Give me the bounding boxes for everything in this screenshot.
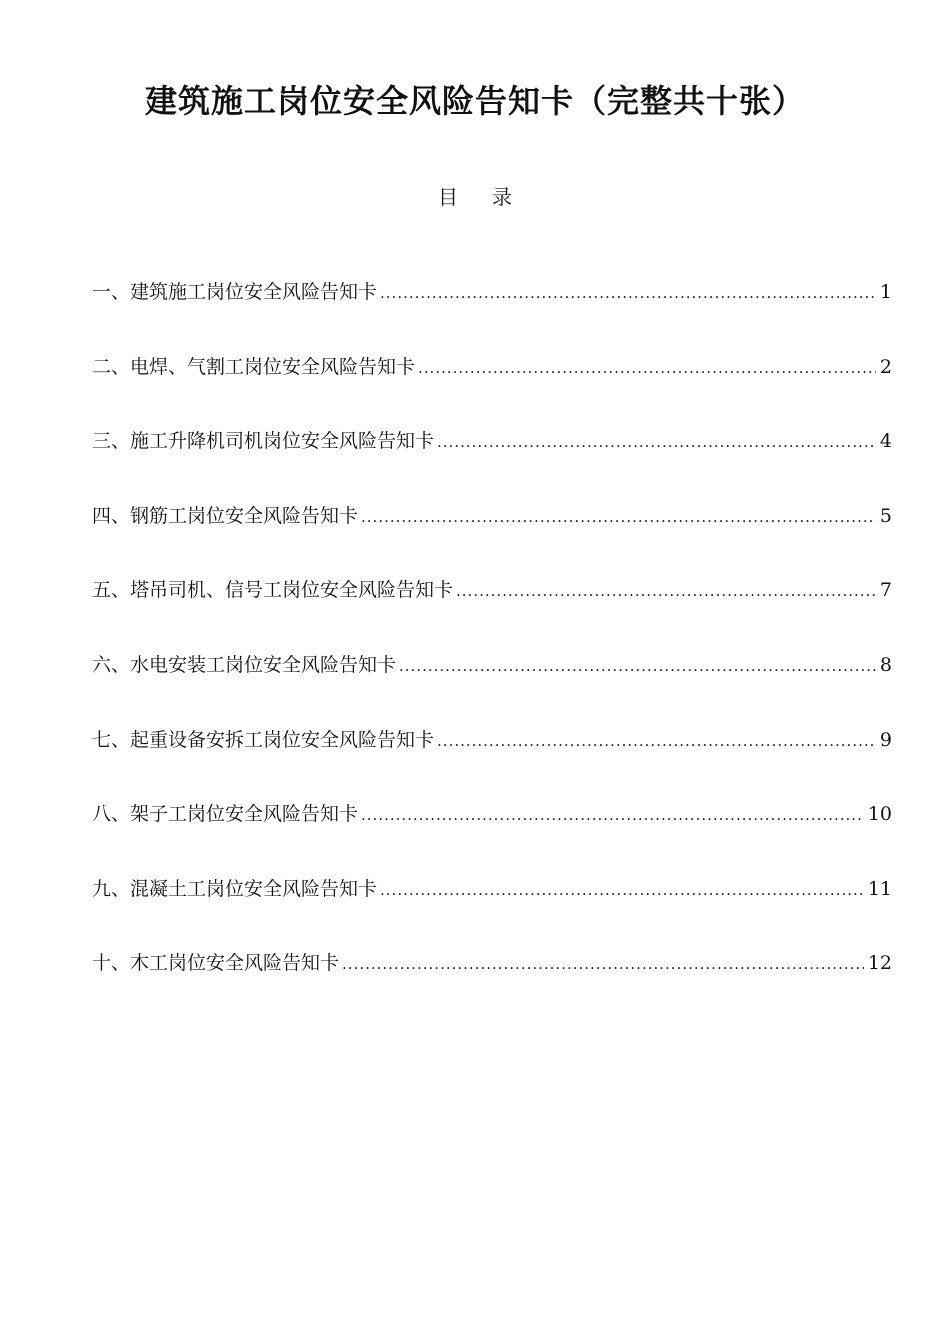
table-of-contents	[92, 278, 892, 1024]
toc-dot-leader	[380, 876, 864, 904]
toc-dot-leader	[437, 428, 876, 456]
toc-entry-label: 七、起重设备安拆工岗位安全风险告知卡	[92, 728, 435, 751]
toc-dot-leader	[437, 727, 876, 755]
toc-dot-leader	[361, 801, 864, 829]
toc-entry[interactable]	[92, 278, 892, 353]
toc-entry[interactable]	[92, 875, 892, 950]
toc-entry-label: 五、塔吊司机、信号工岗位安全风险告知卡	[92, 579, 454, 602]
toc-entry-label: 四、钢筋工岗位安全风险告知卡	[92, 504, 359, 527]
toc-entry-page: 5	[879, 504, 892, 527]
toc-entry-page: 4	[879, 430, 892, 453]
toc-entry[interactable]	[92, 949, 892, 1024]
toc-entry[interactable]	[92, 427, 892, 502]
toc-dot-leader	[380, 279, 876, 307]
toc-entry-label: 三、施工升降机司机岗位安全风险告知卡	[92, 430, 435, 453]
toc-entry-page: 12	[867, 952, 892, 975]
toc-heading: 目录	[438, 185, 546, 209]
toc-entry[interactable]	[92, 353, 892, 428]
toc-entry-page: 1	[879, 281, 892, 303]
toc-entry-label: 八、架子工岗位安全风险告知卡	[92, 803, 359, 826]
toc-dot-leader	[342, 950, 864, 978]
toc-entry-page: 8	[879, 653, 892, 676]
toc-entry-page: 2	[879, 355, 892, 378]
toc-entry-label: 九、混凝土工岗位安全风险告知卡	[92, 877, 378, 900]
toc-dot-leader	[418, 354, 876, 382]
toc-entry[interactable]	[92, 800, 892, 875]
toc-dot-leader	[399, 652, 876, 680]
toc-entry-label: 六、水电安装工岗位安全风险告知卡	[92, 653, 397, 676]
toc-entry[interactable]	[92, 502, 892, 577]
document-title: 建筑施工岗位安全风险告知卡（完整共十张）	[144, 82, 805, 120]
toc-entry-page: 10	[867, 803, 892, 826]
toc-entry-page: 11	[867, 877, 892, 900]
toc-entry-page: 7	[879, 579, 892, 602]
toc-entry-label: 二、电焊、气割工岗位安全风险告知卡	[92, 355, 416, 378]
toc-entry-page: 9	[879, 728, 892, 751]
toc-entry-label: 十、木工岗位安全风险告知卡	[92, 952, 340, 975]
toc-entry[interactable]	[92, 651, 892, 726]
toc-dot-leader	[456, 577, 876, 605]
toc-entry-label: 一、建筑施工岗位安全风险告知卡	[92, 281, 378, 303]
toc-entry[interactable]	[92, 576, 892, 651]
toc-dot-leader	[361, 503, 876, 531]
toc-entry[interactable]	[92, 726, 892, 801]
